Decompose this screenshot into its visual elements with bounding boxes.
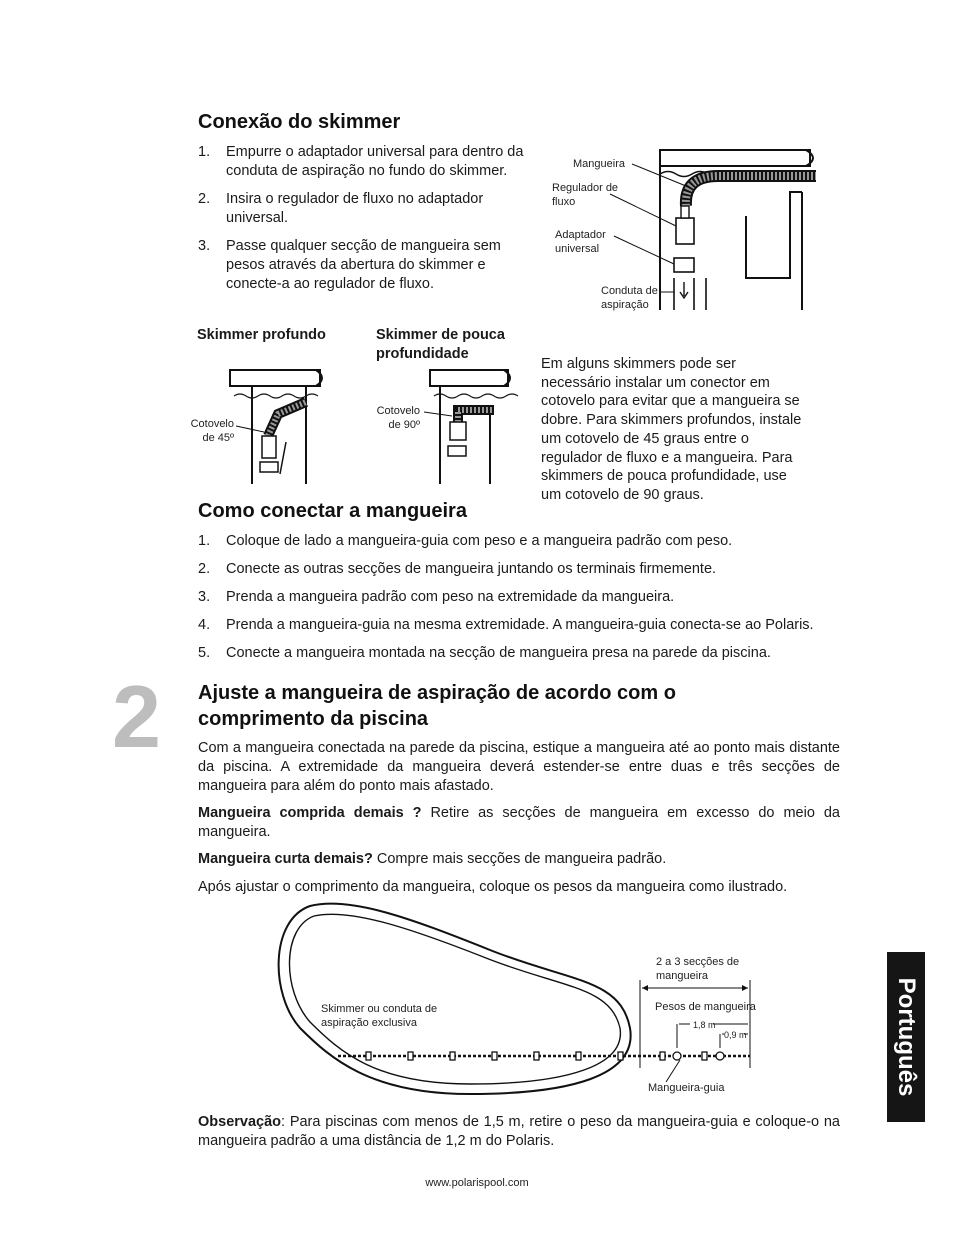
- list-item: 2. Conecte as outras secções de mangueira juntando os terminais firmemente.: [198, 561, 717, 577]
- list-item: 1. Empurre o adaptador universal para dentro da conduta de aspiração no fundo do skimmer.: [198, 144, 524, 179]
- section-title-adjust-hose: Ajuste a mangueira de aspiração de acordo com o comprimento da piscina: [198, 682, 676, 730]
- list-item: 4. Prenda a mangueira-guia na mesma extremidade. A mangueira-guia conecta-se ao Polaris.: [198, 617, 814, 633]
- label-universal-adapter: Adaptador universal: [555, 229, 606, 255]
- label-hose: Mangueira: [573, 158, 625, 170]
- label-weights: Pesos de mangueira: [655, 1001, 756, 1013]
- label-flow-regulator: Regulador de fluxo: [552, 182, 619, 208]
- deep-skimmer-heading: Skimmer profundo: [197, 327, 326, 343]
- skimmer-steps: [198, 143, 528, 294]
- deep-skimmer-diagram: [224, 366, 328, 486]
- label-suction-line: Conduta de aspiração: [601, 285, 658, 311]
- footer-url: www.polarispool.com: [425, 1177, 529, 1189]
- section-title-skimmer: Conexão do skimmer: [198, 111, 401, 133]
- shallow-skimmer-diagram: [424, 366, 528, 486]
- list-item: 5. Conecte a mangueira montada na secção de mangueira presa na parede da piscina.: [198, 645, 771, 661]
- label-elbow-45: Cotovelo de 45º: [190, 418, 234, 444]
- too-short-paragraph: Mangueira curta demais? Compre mais secções de mangueira padrão.: [198, 851, 667, 867]
- after-adjust-paragraph: Após ajustar o comprimento da mangueira, coloque os pesos da mangueira como ilustrado.: [198, 879, 788, 895]
- observation-note: Observação: Para piscinas com menos de 1,5 m, retire o peso da mangueira-guia e coloque-o na mangueira padrão a uma distância de 1,2 m do Polaris.: [198, 1114, 840, 1149]
- elbow-note: Em alguns skimmers pode ser necessário instalar um conector em cotovelo para evitar que a mangueira se dobre. Para skimmers profundos, instale um cotovelo de 45 graus entre o regulador de fluxo e a mangueira. Para skimmers de pouca profundidade, use um cotovelo de 90 graus.: [541, 356, 802, 503]
- shallow-skimmer-heading: Skimmer de pouca profundidade: [376, 327, 505, 362]
- adjust-intro: Com a mangueira conectada na parede da piscina, estique a mangueira até ao ponto mais distante da piscina. A extremidade da mangueira deverá estender-se entre duas e três secções de mangueira para além do ponto mais afastado.: [198, 740, 840, 794]
- step-number: 2: [112, 667, 161, 766]
- label-skimmer: Skimmer ou conduta de aspiração exclusiva: [321, 1003, 438, 1029]
- label-elbow-90: Cotovelo de 90º: [376, 405, 420, 431]
- list-item: 2. Insira o regulador de fluxo no adaptador universal.: [198, 191, 484, 226]
- list-item: 1. Coloque de lado a mangueira-guia com peso e a mangueira padrão com peso.: [198, 533, 733, 549]
- too-long-paragraph: Mangueira comprida demais ? Retire as secções de mangueira em excesso do meio da mangueira.: [198, 805, 840, 840]
- list-item: 3. Prenda a mangueira padrão com peso na extremidade da mangueira.: [198, 589, 675, 605]
- language-tab: [887, 952, 925, 1122]
- list-item: 3. Passe qualquer secção de mangueira sem pesos através da abertura do skimmer e conecte-a ao regulador de fluxo.: [198, 238, 501, 292]
- section-title-connect-hose: Como conectar a mangueira: [198, 500, 467, 522]
- label-dist-1-8: 1,8 m: [693, 1020, 716, 1030]
- language-tab-label: Português: [893, 977, 920, 1097]
- label-dist-0-9: 0,9 m: [724, 1030, 747, 1040]
- connect-hose-steps: [198, 532, 858, 663]
- label-sections: 2 a 3 secções de mangueira: [656, 956, 740, 982]
- label-leader-hose: Mangueira-guia: [648, 1082, 725, 1094]
